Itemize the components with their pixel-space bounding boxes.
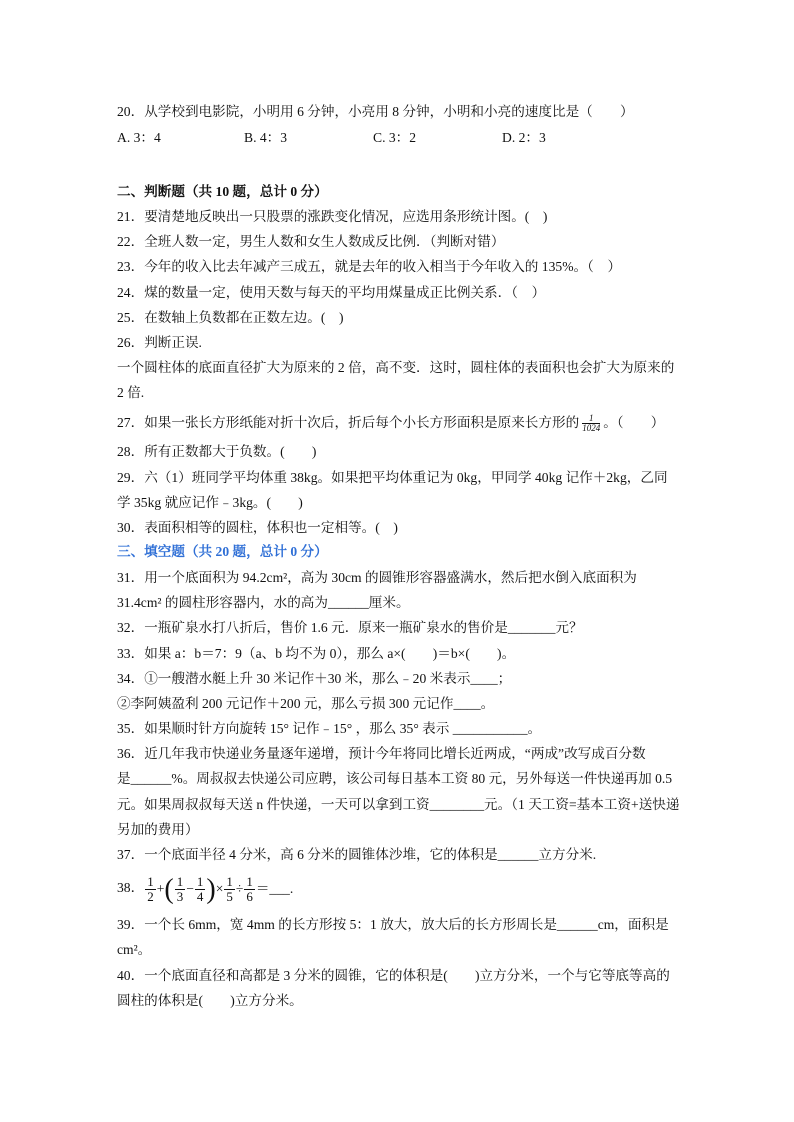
question-number: 38． (117, 880, 145, 895)
question-22 (117, 233, 504, 251)
question-text: ①一艘潜水艇上升 30 米记作＋30 米，那么﹣20 米表示____； (144, 671, 512, 686)
question-30 (117, 519, 398, 537)
question-39 (117, 916, 669, 934)
question-29 (117, 469, 668, 487)
question-23 (117, 258, 621, 276)
math-expression (144, 871, 293, 907)
times-sign: × (215, 880, 224, 896)
fraction-1 (145, 875, 156, 904)
question-29-line2: 学 35kg 就应记作﹣3kg。( ) (117, 495, 303, 510)
question-text: 煤的数量一定，使用天数与每天的平均用煤量成正比例关系．（ ） (144, 285, 546, 300)
question-text: 在数轴上负数都在正数左边。( ) (144, 310, 344, 325)
denominator: 6 (246, 889, 253, 905)
fraction-4 (224, 875, 235, 904)
question-number: 26． (117, 335, 145, 350)
question-number: 32． (117, 620, 145, 635)
question-text: 今年的收入比去年减产三成五，就是去年的收入相当于今年收入的 135%。（ ） (144, 259, 622, 274)
question-text: 一瓶矿泉水打八折后，售价 1.6 元．原来一瓶矿泉水的售价是_______元？ (144, 620, 583, 635)
question-text: 用一个底面积为 94.2cm²，高为 30cm 的圆锥形容器盛满水，然后把水倒入底面积为 (144, 570, 637, 585)
question-40 (117, 967, 670, 985)
question-31-line2: 31.4cm² 的圆柱形容器内，水的高为______厘米。 (117, 595, 410, 610)
question-text: 六（1）班同学平均体重 38kg。如果把平均体重记为 0kg，甲同学 40kg 记作＋2kg，乙同 (144, 470, 668, 485)
fraction (582, 414, 600, 433)
question-text: 如果 a：b＝7：9（a、b 均不为 0），那么 a×( )＝b×( )。 (144, 646, 516, 661)
question-38 (117, 870, 293, 907)
question-text: 一个底面半径 4 分米，高 6 分米的圆锥体沙堆，它的体积是______立方分米. (144, 847, 597, 862)
question-number: 39． (117, 917, 145, 932)
question-number: 24． (117, 285, 145, 300)
question-27 (117, 410, 664, 436)
numerator: 1 (176, 874, 184, 890)
question-34-line2: ②李阿姨盈利 200 元记作＋200 元，那么亏损 300 元记作____。 (117, 696, 495, 711)
question-36 (117, 745, 646, 763)
question-32 (117, 619, 583, 637)
question-number: 27． (117, 415, 145, 430)
question-26-line2: 一个圆柱体的底面直径扩大为原来的 2 倍，高不变．这时，圆柱体的表面积也会扩大为原来的 (117, 360, 675, 375)
fraction-3 (195, 875, 206, 904)
fraction-denominator: 1024 (582, 423, 601, 434)
question-text: 判断正误. (144, 335, 202, 350)
question-26-line3: 2 倍. (117, 385, 145, 400)
answer-blank: ___. (269, 880, 294, 896)
question-text: 要清楚地反映出一只股票的涨跌变化情况，应选用条形统计图。( ) (144, 209, 548, 224)
question-text: 所有正数都大于负数。( ) (144, 444, 317, 459)
question-number: 40． (117, 968, 145, 983)
question-number: 22． (117, 234, 145, 249)
question-number: 31． (117, 570, 145, 585)
question-35 (117, 720, 541, 738)
denominator: 2 (147, 889, 154, 905)
question-33 (117, 645, 515, 663)
fraction-numerator: 1 (588, 413, 594, 424)
question-number: 34． (117, 671, 145, 686)
question-36-line4: 另加的费用） (117, 822, 199, 837)
question-text: 如果顺时针方向旋转 15° 记作﹣15° ，那么 35° 表示 ___________。 (144, 721, 542, 736)
denominator: 5 (226, 889, 233, 905)
question-number: 35． (117, 721, 145, 736)
fraction-5 (244, 875, 255, 904)
numerator: 1 (147, 874, 154, 890)
question-39-line2: cm²。 (117, 942, 152, 957)
question-text: 近几年我市快递业务量逐年递增，预计今年将同比增长近两成，“两成”改写成百分数 (144, 746, 646, 761)
option-a: A. 3：4 (117, 130, 161, 145)
question-number: 20． (117, 104, 145, 119)
question-25 (117, 309, 344, 327)
fraction-2 (175, 875, 186, 904)
numerator: 1 (246, 874, 253, 890)
denominator: 3 (176, 889, 184, 905)
question-number: 33． (117, 646, 145, 661)
question-text: 从学校到电影院，小明用 6 分钟，小亮用 8 分钟，小明和小亮的速度比是（ ） (144, 104, 634, 119)
equals-sign: ＝ (255, 880, 270, 896)
denominator: 4 (196, 889, 204, 905)
question-number: 29． (117, 470, 145, 485)
question-40-line2: 圆柱的体积是( )立方分米。 (117, 993, 303, 1008)
question-36-line3: 元。如果周叔叔每天送 n 件快递，一天可以拿到工资________元。（1 天工资=基本工资+送快递 (117, 797, 680, 812)
question-number: 25． (117, 310, 145, 325)
question-37 (117, 846, 596, 864)
section-title-judgement: 二、判断题（共 10 题，总计 0 分） (117, 184, 328, 199)
left-paren: ( (164, 873, 174, 905)
question-number: 28． (117, 444, 145, 459)
right-paren: ) (206, 873, 216, 905)
question-number: 37． (117, 847, 145, 862)
option-b: B. 4：3 (244, 130, 288, 145)
question-text: 如果一张长方形纸能对折十次后，折后每个小长方形面积是原来长方形的 (144, 415, 580, 430)
option-d: D. 2：3 (502, 130, 546, 145)
question-number: 30． (117, 520, 145, 535)
minus-sign: − (186, 880, 194, 896)
numerator: 1 (196, 874, 204, 890)
question-20 (117, 103, 634, 121)
section-title-fill-in: 三、填空题（共 20 题，总计 0 分） (117, 544, 328, 559)
question-number: 21． (117, 209, 145, 224)
question-36-line2: 是______%。周叔叔去快递公司应聘，该公司每日基本工资 80 元，另外每送一件快递再加 0.5 (117, 771, 673, 786)
numerator: 1 (226, 874, 233, 890)
plus-sign: + (156, 880, 165, 896)
question-31 (117, 569, 637, 587)
question-text: 一个长 6mm，宽 4mm 的长方形按 5：1 放大，放大后的长方形周长是______cm，面积是 (144, 917, 669, 932)
divide-sign: ÷ (235, 880, 244, 896)
question-text: 一个底面直径和高都是 3 分米的圆锥，它的体积是( )立方分米，一个与它等底等高的 (144, 968, 670, 983)
question-24 (117, 284, 545, 302)
question-text: 表面积相等的圆柱，体积也一定相等。( ) (144, 520, 398, 535)
question-number: 23． (117, 259, 145, 274)
question-number: 36． (117, 746, 145, 761)
question-28 (117, 443, 316, 461)
question-34 (117, 670, 511, 688)
question-text-end: 。（ ） (603, 415, 665, 430)
question-text: 全班人数一定，男生人数和女生人数成反比例．（判断对错） (144, 234, 505, 249)
question-21 (117, 208, 547, 226)
question-26 (117, 334, 202, 352)
option-c: C. 3：2 (373, 130, 417, 145)
